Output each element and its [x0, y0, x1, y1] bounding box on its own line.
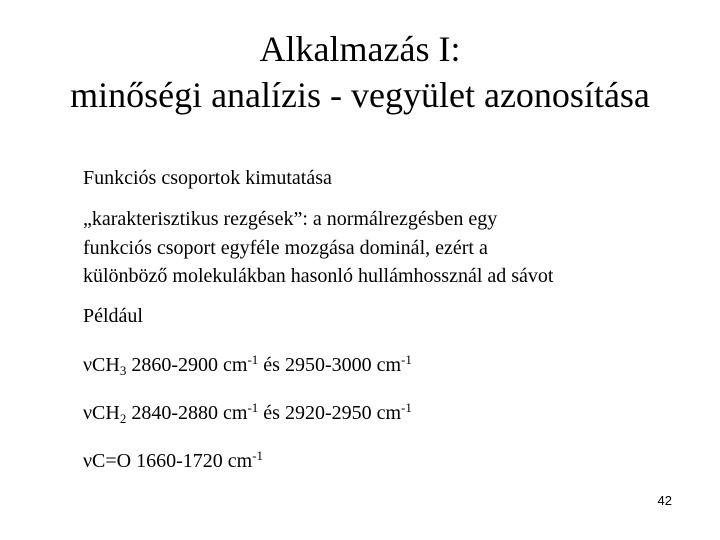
slide-title	[0, 26, 720, 118]
formula-exponent: -1	[252, 447, 264, 463]
formula-exponent: -1	[401, 351, 412, 367]
formula-ch2	[83, 399, 683, 427]
nu-symbol: ν	[83, 449, 93, 472]
nu-symbol: ν	[83, 401, 93, 424]
slide-body	[83, 163, 683, 475]
description-line: funkciós csoport egyféle mozgása dominál, ezért a	[83, 236, 488, 259]
formula-subscript: 2	[119, 410, 127, 426]
description-paragraph	[83, 205, 683, 291]
formula-range: 2920-2950 cm	[284, 401, 402, 424]
formula-range: 2840-2880 cm	[131, 401, 248, 424]
formula-exponent: -1	[247, 351, 259, 367]
formula-ch3	[83, 351, 683, 379]
formula-co	[83, 447, 683, 475]
formula-joiner: és	[263, 401, 280, 424]
example-label: Például	[83, 304, 143, 327]
description-line: különböző molekulákban hasonló hullámhossznál ad sávot	[83, 265, 554, 287]
formula-range: 2950-3000 cm	[284, 353, 402, 376]
title-line-1: Alkalmazás I:	[259, 29, 461, 69]
description-line: „karakterisztikus rezgések”: a normálrezgésben egy	[83, 208, 498, 230]
section-heading: Funkciós csoportok kimutatása	[83, 167, 332, 189]
formula-subscript: 3	[119, 362, 127, 378]
formula-group: CH	[92, 353, 120, 376]
formula-range: 2860-2900 cm	[131, 353, 248, 376]
formula-exponent: -1	[401, 399, 412, 415]
formula-group: C=O	[92, 449, 132, 472]
title-line-2: minőségi analízis - vegyület azonosítása	[70, 75, 650, 115]
formula-joiner: és	[263, 353, 280, 376]
nu-symbol: ν	[83, 353, 93, 376]
formula-group: CH	[92, 401, 120, 424]
formula-range: 1660-1720 cm	[136, 449, 253, 472]
formula-exponent: -1	[247, 399, 259, 415]
page-number: 42	[657, 493, 672, 508]
